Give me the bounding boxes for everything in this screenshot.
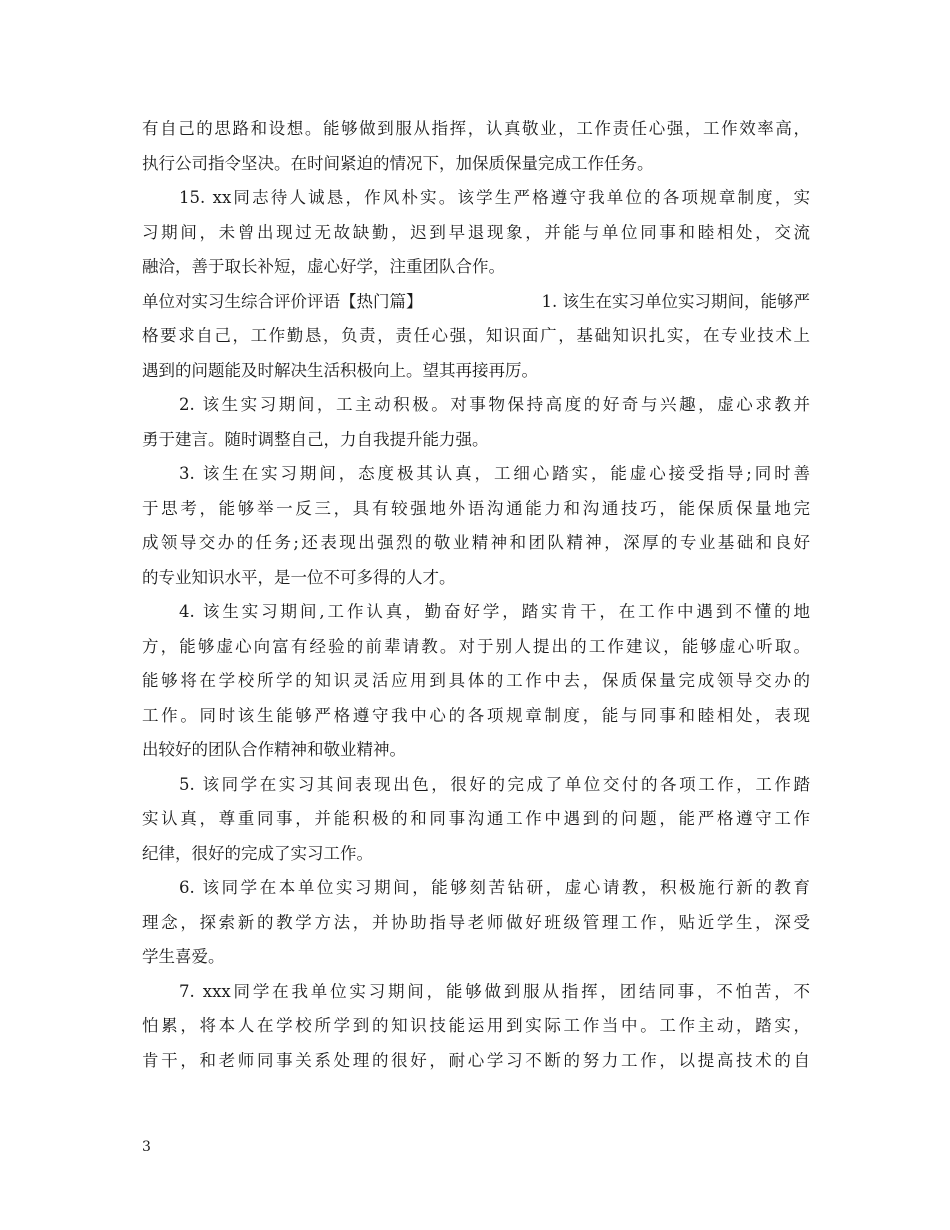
text-line: 能够将在学校所学的知识灵活应用到具体的工作中去，保质保量完成领导交办的 xyxy=(142,671,810,690)
text-line: 有自己的思路和设想。能够做到服从指挥，认真敬业，工作责任心强，工作效率高， xyxy=(142,119,810,138)
text-line: 于思考，能够举一反三，具有较强地外语沟通能力和沟通技巧，能保质保量地完 xyxy=(142,498,810,518)
text-line: 怕累，将本人在学校所学到的知识技能运用到实际工作当中。工作主动，踏实， xyxy=(142,1016,810,1035)
section-heading: 单位对实习生综合评价评语【热门篇】 xyxy=(142,291,423,311)
text-line: 实认真，尊重同事，并能积极的和同事沟通工作中遇到的问题，能严格遵守工作 xyxy=(142,809,810,828)
section-heading-line xyxy=(142,285,810,320)
text-line: 习期间，未曾出现过无故缺勤，迟到早退现象，并能与单位同事和睦相处，交流 xyxy=(142,222,810,242)
text-line: 遇到的问题能及时解决生活积极向上。望其再接再厉。 xyxy=(142,360,538,380)
text-line: 出较好的团队合作精神和敬业精神。 xyxy=(142,740,406,759)
text-line: 肯干，和老师同事关系处理的很好，耐心学习不断的努力工作，以提高技术的自 xyxy=(142,1050,810,1070)
text-line: 成领导交办的任务;还表现出强烈的敬业精神和团队精神，深厚的专业基础和良好 xyxy=(142,533,810,552)
text-line: 4. 该生实习期间,工作认真，勤奋好学，踏实肯干，在工作中遇到不懂的地 xyxy=(179,602,810,621)
text-line: 2. 该生实习期间，工主动积极。对事物保持高度的好奇与兴趣，虚心求教并 xyxy=(179,395,810,414)
text-line: 15. xx同志待人诚恳，作风朴实。该学生严格遵守我单位的各项规章制度，实 xyxy=(179,188,810,207)
text-line: 执行公司指令坚决。在时间紧迫的情况下，加保质保量完成工作任务。 xyxy=(142,153,654,173)
first-item-start: 1. 该生在实习单位实习期间，能够严 xyxy=(541,291,810,311)
text-line: 纪律，很好的完成了实习工作。 xyxy=(142,843,373,863)
text-line: 3. 该生在实习期间，态度极其认真，工细心踏实，能虚心接受指导;同时善 xyxy=(179,464,810,483)
page-number: 3 xyxy=(142,1139,151,1155)
paragraphs-after-heading xyxy=(142,319,810,1078)
text-line: 工作。同时该生能够严格遵守我中心的各项规章制度，能与同事和睦相处，表现 xyxy=(142,705,810,725)
text-line: 学生喜爱。 xyxy=(142,947,225,966)
text-line: 方，能够虚心向富有经验的前辈请教。对于别人提出的工作建议，能够虚心听取。 xyxy=(142,636,810,656)
document-body xyxy=(142,112,810,1078)
text-line: 理念，探索新的教学方法，并协助指导老师做好班级管理工作，贴近学生，深受 xyxy=(142,912,810,932)
text-line: 的专业知识水平，是一位不可多得的人才。 xyxy=(142,567,456,587)
text-line: 融洽，善于取长补短，虚心好学，注重团队合作。 xyxy=(142,257,505,276)
text-line: 5. 该同学在实习其间表现出色，很好的完成了单位交付的各项工作，工作踏 xyxy=(179,774,810,794)
text-line: 勇于建言。随时调整自己，力自我提升能力强。 xyxy=(142,429,489,449)
text-line: 6. 该同学在本单位实习期间，能够刻苦钻研，虚心请教，积极施行新的教育 xyxy=(179,878,810,897)
text-line: 格要求自己，工作勤恳，负责，责任心强，知识面广，基础知识扎实，在专业技术上 xyxy=(142,326,810,345)
paragraphs-before-heading xyxy=(142,112,810,285)
text-line: 7. xxx同学在我单位实习期间，能够做到服从指挥，团结同事，不怕苦，不 xyxy=(179,981,810,1001)
